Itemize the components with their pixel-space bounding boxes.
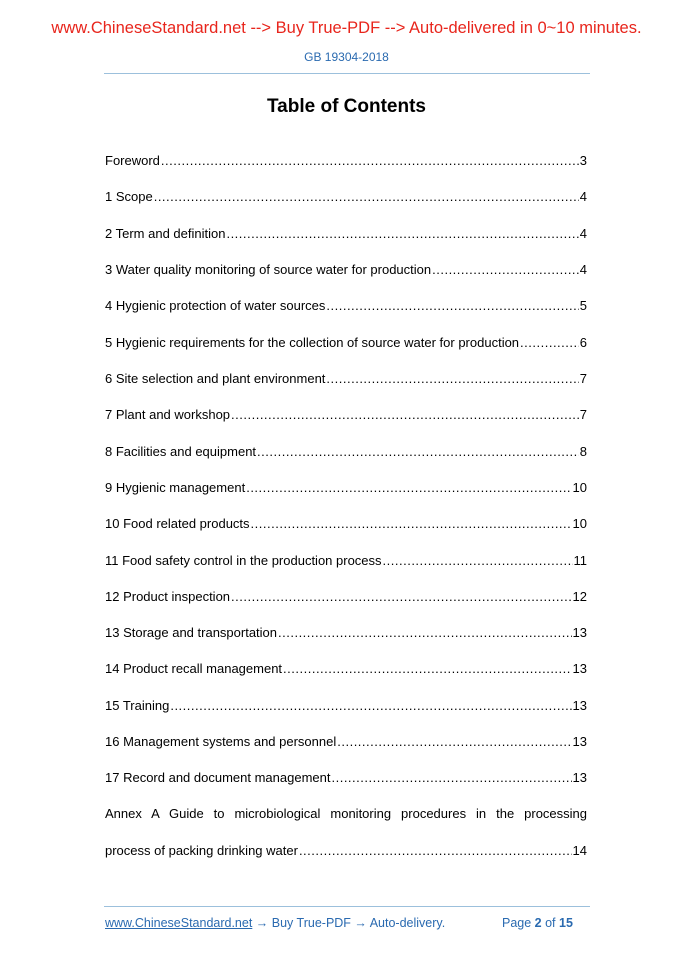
toc-entry-page: 13 (572, 770, 587, 785)
dot-leader (299, 843, 572, 858)
toc-entry-label: 4 Hygienic protection of water sources (105, 298, 326, 313)
dot-leader (331, 770, 571, 785)
toc-entry-facilities[interactable] (105, 444, 587, 462)
dot-leader (337, 734, 571, 749)
toc-entry-product-inspection[interactable] (105, 589, 587, 607)
toc-entry-label: 14 Product recall management (105, 661, 283, 676)
toc-entry-page: 13 (572, 734, 587, 749)
toc-entry-label: 10 Food related products (105, 516, 250, 531)
toc-entry-product-recall[interactable] (105, 661, 587, 679)
toc-entry-label: 8 Facilities and equipment (105, 444, 257, 459)
toc-entry-water-quality[interactable] (105, 262, 587, 280)
toc-entry-label: Foreword (105, 153, 160, 168)
toc-entry-page: 7 (579, 371, 587, 386)
toc-entry-page: 12 (572, 589, 587, 604)
toc-entry-hygienic-protection[interactable] (105, 298, 587, 316)
page-current: 2 (534, 916, 542, 930)
dot-leader (283, 661, 571, 676)
dot-leader (251, 516, 572, 531)
toc-entry-scope[interactable] (105, 189, 587, 207)
toc-entry-page: 4 (579, 226, 587, 241)
toc-entry-page: 13 (572, 625, 587, 640)
dot-leader (231, 589, 572, 604)
toc-entry-label: 11 Food safety control in the production process (105, 553, 382, 568)
toc-entry-plant-workshop[interactable] (105, 407, 587, 425)
toc-entry-terms[interactable] (105, 226, 587, 244)
toc-entry-page: 3 (579, 153, 587, 168)
toc-entry-label: 15 Training (105, 698, 170, 713)
toc-entry-page: 7 (579, 407, 587, 422)
footer-promo (105, 916, 445, 930)
toc-entry-management-systems[interactable] (105, 734, 587, 752)
toc-entry-page: 4 (579, 262, 587, 277)
toc-entry-page: 6 (579, 335, 587, 350)
dot-leader (432, 262, 579, 277)
toc-entry-record-management[interactable] (105, 770, 587, 788)
toc-entry-hygienic-management[interactable] (105, 480, 587, 498)
dot-leader (154, 189, 579, 204)
toc-entry-foreword[interactable] (105, 153, 587, 171)
toc-entry-page: 8 (579, 444, 587, 459)
toc-entry-label: 1 Scope (105, 189, 153, 204)
page-prefix: Page (502, 916, 535, 930)
toc-entry-label: 12 Product inspection (105, 589, 231, 604)
dot-leader (257, 444, 579, 459)
toc-entry-page: 14 (572, 843, 587, 858)
toc-entry-label: 16 Management systems and personnel (105, 734, 337, 749)
footer-divider (104, 906, 590, 907)
dot-leader (226, 226, 578, 241)
toc-entry-page: 10 (572, 516, 587, 531)
page-total: 15 (559, 916, 573, 930)
header-divider (104, 73, 590, 74)
toc-entry-page: 5 (579, 298, 587, 313)
dot-leader (520, 335, 579, 350)
toc-entry-training[interactable] (105, 698, 587, 716)
dot-leader (326, 371, 578, 386)
footer-link[interactable]: www.ChineseStandard.net (105, 916, 253, 930)
toc-entry-page: 4 (579, 189, 587, 204)
toc-entry-site-selection[interactable] (105, 371, 587, 389)
page-number (502, 916, 573, 930)
page-title: Table of Contents (266, 96, 427, 117)
toc-entry-label: 13 Storage and transportation (105, 625, 278, 640)
toc-entry-label: 9 Hygienic management (105, 480, 246, 495)
toc-entry-collection-requirements[interactable] (105, 335, 587, 353)
toc-entry-label: process of packing drinking water (105, 843, 298, 858)
dot-leader (278, 625, 572, 640)
dot-leader (246, 480, 571, 495)
toc-entry-page: 13 (572, 661, 587, 676)
toc-entry-annex-a[interactable] (105, 843, 587, 861)
dot-leader (161, 153, 579, 168)
toc-entry-storage-transportation[interactable] (105, 625, 587, 643)
toc-entry-label: 6 Site selection and plant environment (105, 371, 326, 386)
toc-entry-annex-a-line1[interactable]: Annex A Guide to microbiological monitoring procedures in the processing (105, 806, 587, 821)
toc-entry-food-related-products[interactable] (105, 516, 587, 534)
standard-number-header: GB 19304-2018 (304, 50, 389, 64)
footer-promo-text: → Buy True-PDF → Auto-delivery. (252, 916, 446, 930)
toc-entry-page: 11 (573, 553, 587, 568)
toc-entry-label: 17 Record and document management (105, 770, 331, 785)
dot-leader (170, 698, 571, 713)
page-of: of (541, 916, 559, 930)
promo-banner[interactable]: www.ChineseStandard.net --> Buy True-PDF --> Auto-delivered in 0~10 minutes. (51, 19, 642, 37)
toc-entry-label: 7 Plant and workshop (105, 407, 231, 422)
dot-leader (231, 407, 579, 422)
toc-entry-label: 5 Hygienic requirements for the collection of source water for production (105, 335, 520, 350)
toc-entry-page: 13 (572, 698, 587, 713)
toc-entry-label: 2 Term and definition (105, 226, 226, 241)
toc-entry-food-safety-control[interactable] (105, 553, 587, 571)
dot-leader (326, 298, 578, 313)
toc-entry-label: 3 Water quality monitoring of source water for production (105, 262, 432, 277)
toc-entry-page: 10 (572, 480, 587, 495)
dot-leader (383, 553, 573, 568)
